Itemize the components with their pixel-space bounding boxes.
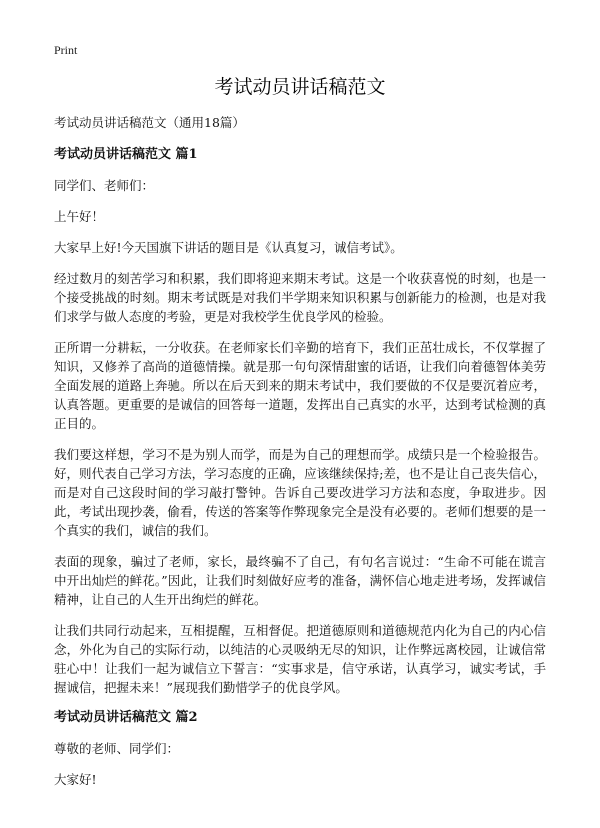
section-heading-1: 考试动员讲话稿范文 篇1 <box>54 147 198 162</box>
greeting: 上午好！ <box>54 209 105 224</box>
salutation-2: 尊敬的老师、同学们： <box>54 741 180 756</box>
paragraph-body-5: 让我们共同行动起来，互相提醒，互相督促。把道德原则和道德规范内化为自己的内心信念，外化为自己的实际行动，以纯洁的心灵吸纳无尽的知识，让作弊远离校园，让诚信常驻心中！让我们一起为诚信立下誓言：“实事求是，信守承诺，认真学习，诚实考试，手握诚信，把握未来！”展现我们勤惜学子的优良学风。 <box>54 623 546 695</box>
section-heading-2: 考试动员讲话稿范文 篇2 <box>54 710 198 725</box>
document-subtitle: 考试动员讲话稿范文（通用18篇） <box>54 115 245 130</box>
paragraph-body-2: 正所谓一分耕耘，一分收获。在老师家长们辛勤的培育下，我们正茁壮成长，不仅掌握了知识，又修养了高尚的道德情操。就是那一句句深情甜蜜的话语，让我们向着德智体美劳全面发展的道路上奔驰。所以在后天到来的期末考试中，我们要做的不仅是要沉着应考，认真答题。更重要的是诚信的回答每一道题，发挥出自己真实的水平，达到考试检测的真正目的。 <box>54 340 546 431</box>
print-link[interactable]: Print <box>54 43 78 57</box>
greeting-2: 大家好! <box>54 772 97 787</box>
paragraph-body-1: 经过数月的刻苦学习和积累，我们即将迎来期末考试。这是一个收获喜悦的时刻，也是一个接受挑战的时刻。期末考试既是对我们半学期来知识积累与创新能力的检测，也是对我们求学与做人态度的考验，更是对我校学生优良学风的检验。 <box>54 271 546 324</box>
paragraph-body-4: 表面的现象，骗过了老师，家长，最终骗不了自己，有句名言说过：“生命不可能在谎言中开出灿烂的鲜花。”因此，让我们时刻做好应考的准备，满怀信心地走进考场，发挥诚信精神，让自己的人生开出绚烂的鲜花。 <box>54 554 546 607</box>
paragraph-topic: 大家早上好!今天国旗下讲话的题目是《认真复习，诚信考试》。 <box>54 240 403 255</box>
salutation: 同学们、老师们： <box>54 178 155 193</box>
paragraph-body-3: 我们要这样想，学习不是为别人而学，而是为自己的理想而学。成绩只是一个检验报告。好，则代表自己学习方法，学习态度的正确，应该继续保持;差，也不是让自己丧失信心，而是对自己这段时间的学习敲打警钟。告诉自己要改进学习方法和态度，争取进步。因此，考试出现抄袭，偷看，传送的答案等作弊现象完全是没有必要的。老师们想要的是一个真实的我们，诚信的我们。 <box>54 447 546 538</box>
page-title: 考试动员讲话稿范文 <box>214 76 386 98</box>
